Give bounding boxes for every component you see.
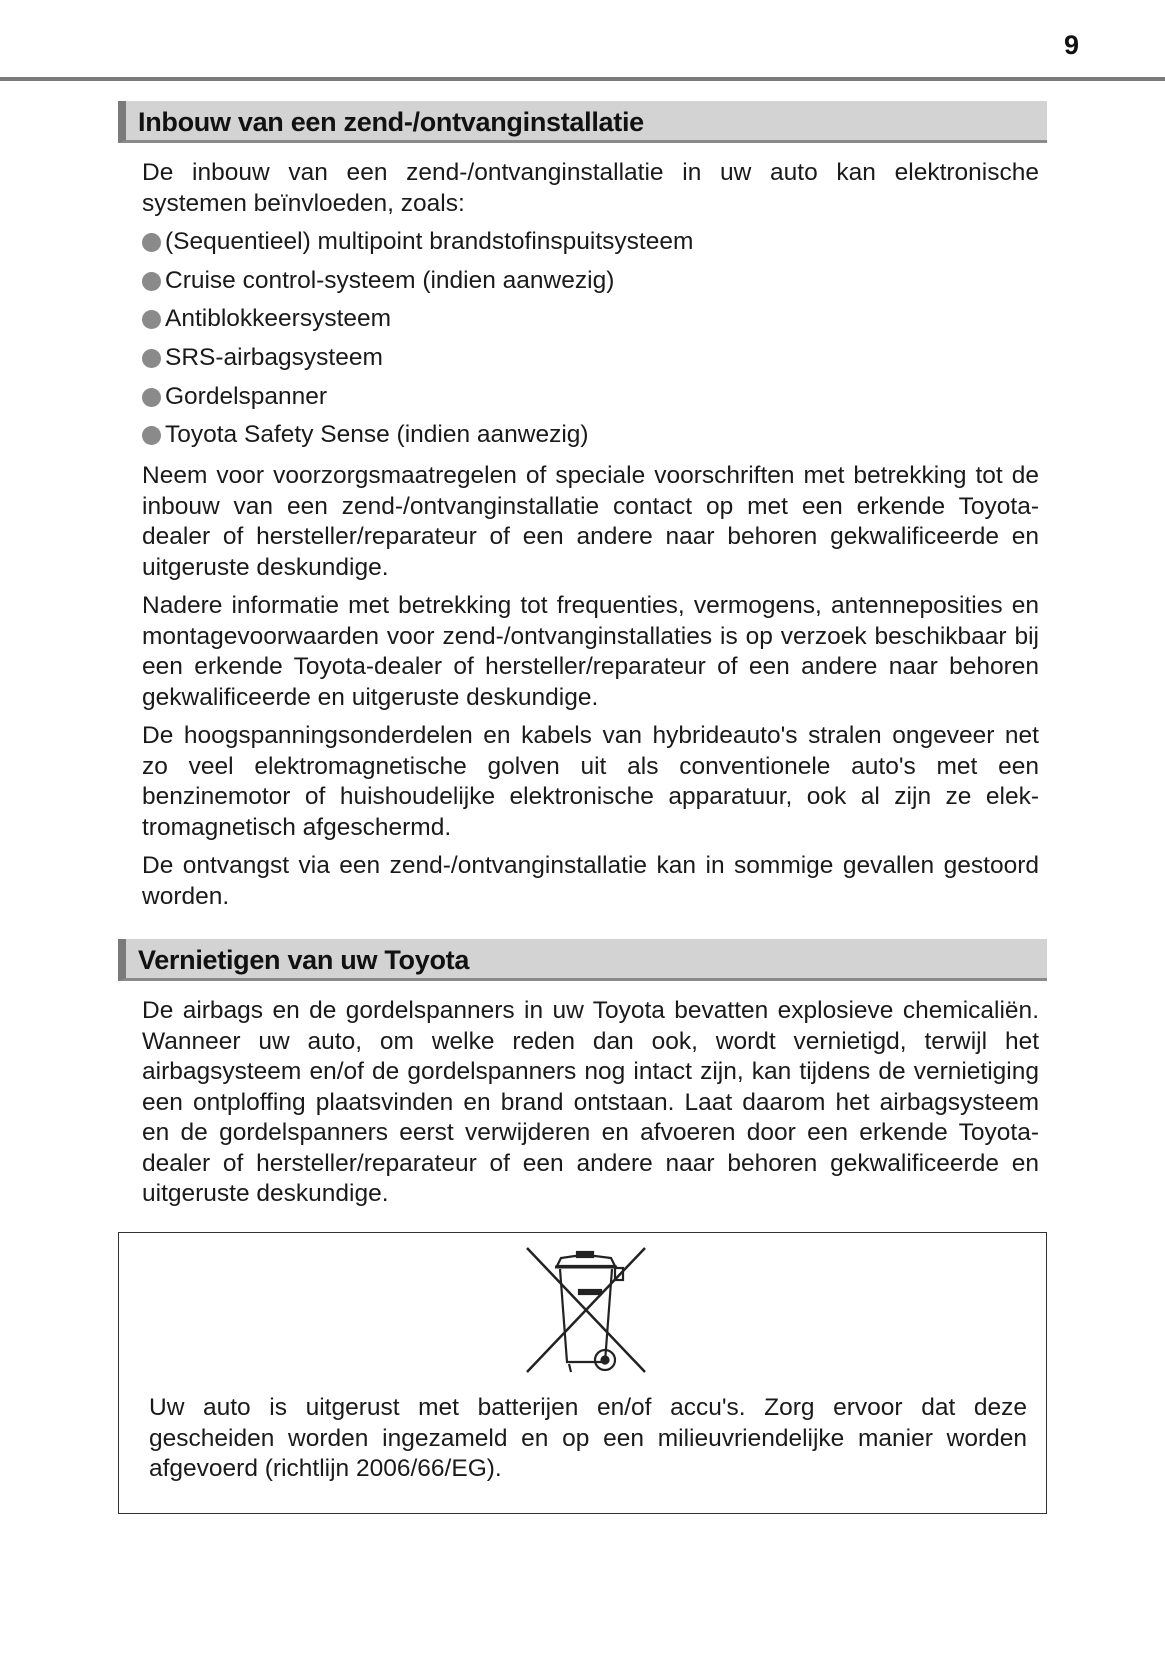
bullet-icon <box>142 426 161 445</box>
list-item: Cruise control-systeem (indien aanwezig) <box>142 262 1039 301</box>
notice-text: Uw auto is uitgerust met batterijen en/of accu's. Zorg ervoor dat deze gescheiden worden ingezameld en op een milieuvriendelijke manier worden afgevoerd (richtlijn 2006/66/EG). <box>149 1394 1027 1482</box>
affected-systems-list <box>142 223 1039 455</box>
battery-disposal-notice <box>118 1232 1047 1514</box>
section-title: Inbouw van een zend-/ontvanginstallatie <box>138 107 644 137</box>
section-heading-disposal <box>118 939 1047 981</box>
paragraph: Neem voor voorzorgsmaatregelen of speciale voorschriften met betrekking tot de inbouw van een zend-/ontvanginstallatie contact op met een erkende Toyota-dealer of hersteller/reparateur of een andere naar behoren gekwalificeerde en uitgeruste deskundige. <box>142 462 1039 581</box>
intro-paragraph: De inbouw van een zend-/ontvanginstallatie in uw auto kan elektronische systemen beïnvloeden, zoals: <box>142 159 1039 217</box>
bullet-icon <box>142 233 161 252</box>
bullet-icon <box>142 310 161 329</box>
section-body <box>142 996 1039 1218</box>
bullet-icon <box>142 349 161 368</box>
section-title: Vernietigen van uw Toyota <box>138 945 470 975</box>
bullet-icon <box>142 272 161 291</box>
paragraph: De airbags en de gordelspanners in uw Toyota bevatten explosieve chemicaliën. Wanneer uw auto, om welke reden dan ook, wordt vernietigd, terwijl het airbagsysteem en/of de gordelspanners nog intact zijn, kan tijdens de vernietiging een ontploffing plaatsvinden en brand ontstaan. Laat daarom het airbagsysteem en de gordelspanners eerst verwijderen en afvoeren door een erkende Toyota-dealer of hersteller/reparateur of een andere naar behoren gekwalificeerde en uitgeruste deskundige. <box>142 997 1039 1207</box>
header-rule <box>0 77 1165 81</box>
list-item: SRS-airbagsysteem <box>142 339 1039 378</box>
section-heading-transmitter <box>118 101 1047 143</box>
section-body <box>142 461 1039 920</box>
paragraph: Nadere informatie met betrekking tot frequenties, vermogens, antenneposities en montagevoorwaarden voor zend-/ontvanginstallaties is op verzoek beschikbaar bij een erkende Toyota-dealer of hersteller/reparateur of een andere naar behoren gekwalificeerde en uitgeruste deskundige. <box>142 592 1039 711</box>
crossed-out-wheelie-bin-icon <box>515 1242 655 1377</box>
list-item: Antiblokkeersysteem <box>142 300 1039 339</box>
paragraph: De hoogspanningsonderdelen en kabels van hybrideauto's stralen ongeveer net zo veel elektromagnetische golven uit als conventionele auto's met een benzinemotor of huishoudelijke elektronische apparatuur, ook al zijn ze elektromagnetisch afgeschermd. <box>142 722 1039 841</box>
list-item: Gordelspanner <box>142 378 1039 417</box>
list-item: (Sequentieel) multipoint brandstofinspuitsysteem <box>142 223 1039 262</box>
page-number: 9 <box>1064 30 1080 60</box>
bullet-icon <box>142 388 161 407</box>
list-item: Toyota Safety Sense (indien aanwezig) <box>142 416 1039 455</box>
paragraph: De ontvangst via een zend-/ontvanginstallatie kan in sommige gevallen gestoord worden. <box>142 852 1039 910</box>
